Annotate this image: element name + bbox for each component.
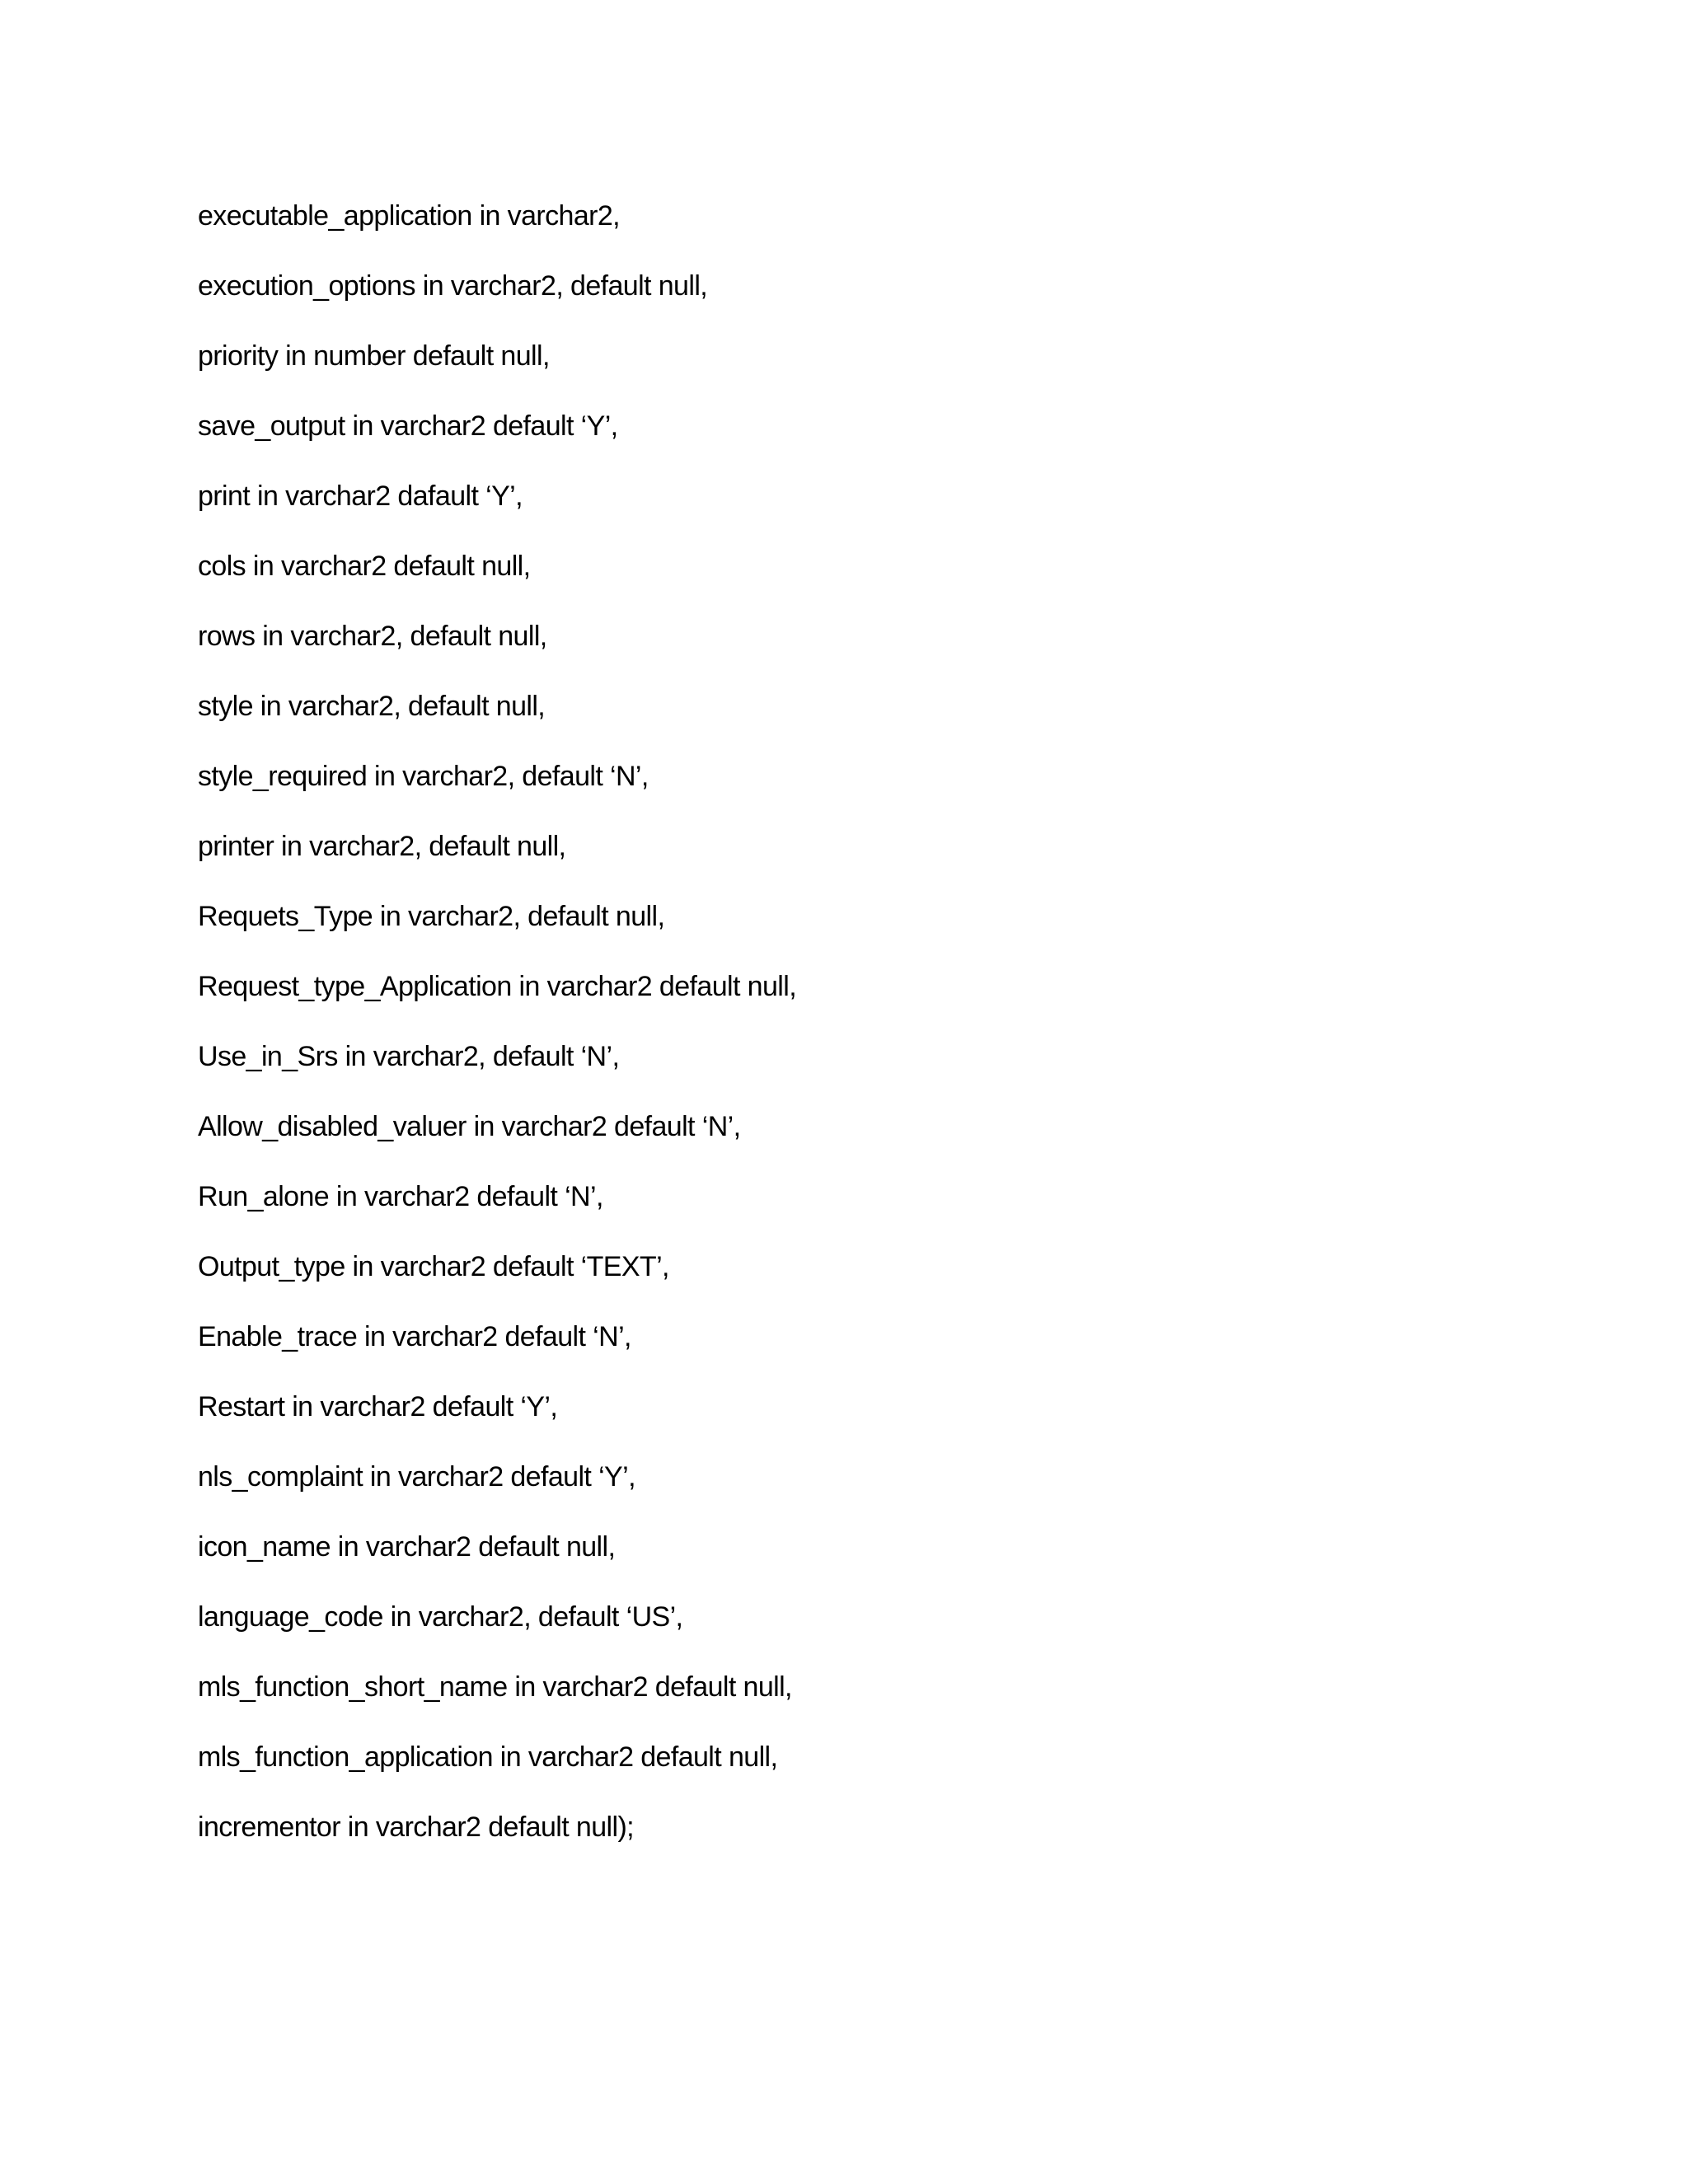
line-requets-type: Requets_Type in varchar2, default null,	[198, 901, 665, 932]
line-rows: rows in varchar2, default null,	[198, 621, 547, 652]
line-language-code: language_code in varchar2, default ‘US’,	[198, 1601, 683, 1633]
line-cols: cols in varchar2 default null,	[198, 551, 531, 582]
line-restart: Restart in varchar2 default ‘Y’,	[198, 1391, 558, 1422]
line-printer: printer in varchar2, default null,	[198, 831, 566, 862]
line-incrementor: incrementor in varchar2 default null);	[198, 1811, 635, 1843]
line-save-output: save_output in varchar2 default ‘Y’,	[198, 410, 618, 442]
line-run-alone: Run_alone in varchar2 default ‘N’,	[198, 1181, 603, 1212]
parameter-list	[198, 198, 1517, 1879]
line-output-type: Output_type in varchar2 default ‘TEXT’,	[198, 1251, 669, 1282]
line-nls-complaint: nls_complaint in varchar2 default ‘Y’,	[198, 1461, 635, 1493]
line-print: print in varchar2 dafault ‘Y’,	[198, 480, 523, 512]
line-icon-name: icon_name in varchar2 default null,	[198, 1531, 616, 1563]
line-execution-options: execution_options in varchar2, default null,	[198, 270, 708, 302]
line-style-required: style_required in varchar2, default ‘N’,	[198, 761, 649, 792]
line-priority: priority in number default null,	[198, 340, 550, 372]
line-style: style in varchar2, default null,	[198, 691, 546, 722]
line-use-in-srs: Use_in_Srs in varchar2, default ‘N’,	[198, 1041, 620, 1072]
line-mls-function-application: mls_function_application in varchar2 default null,	[198, 1741, 778, 1773]
line-mls-function-short-name: mls_function_short_name in varchar2 default null,	[198, 1671, 792, 1703]
line-allow-disabled-valuer: Allow_disabled_valuer in varchar2 default ‘N’,	[198, 1111, 741, 1142]
line-request-type-application: Request_type_Application in varchar2 default null,	[198, 971, 797, 1002]
line-enable-trace: Enable_trace in varchar2 default ‘N’,	[198, 1321, 631, 1352]
line-executable-application: executable_application in varchar2,	[198, 200, 621, 232]
